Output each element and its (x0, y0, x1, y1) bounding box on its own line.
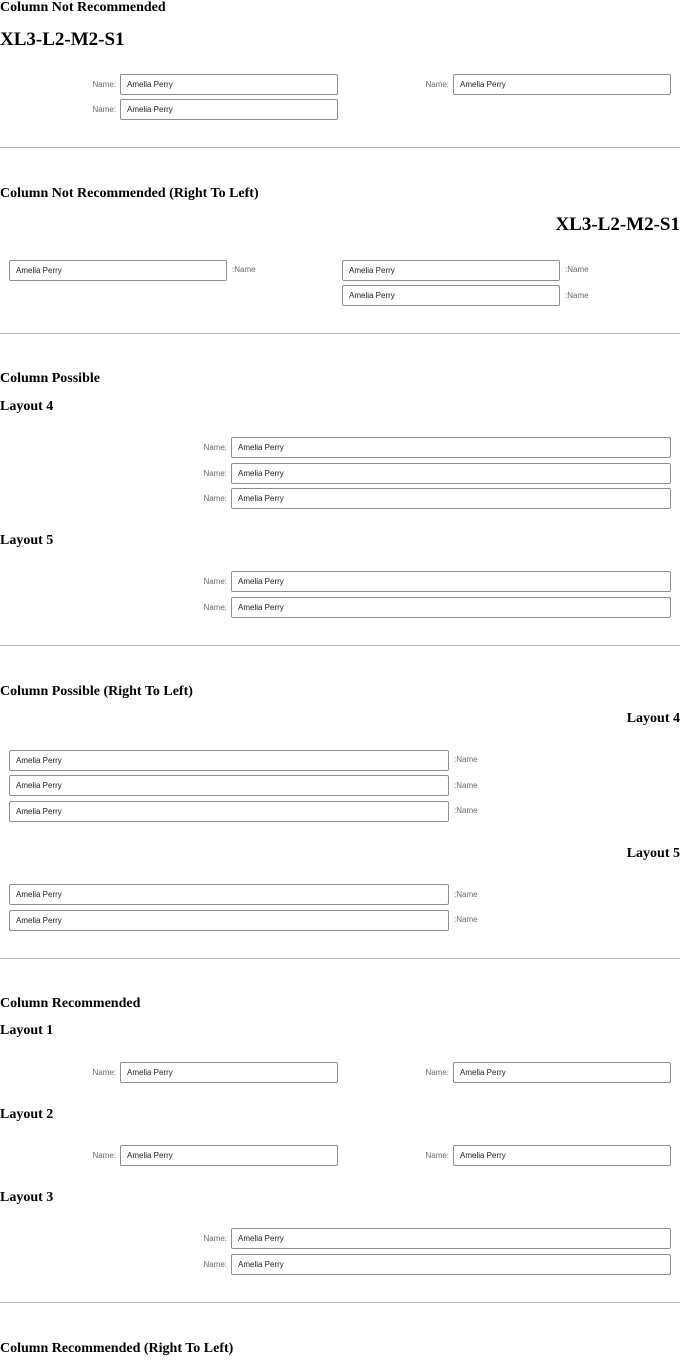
name-label: Name: (203, 494, 227, 503)
layout-2-heading: Layout 2 (0, 1107, 54, 1122)
name-input[interactable] (231, 597, 671, 618)
layout-4-heading: Layout 4 (626, 711, 680, 726)
name-label: Name: (203, 469, 227, 478)
name-input[interactable] (9, 910, 449, 931)
name-input[interactable] (231, 463, 671, 484)
name-label: Name: (92, 1068, 116, 1077)
name-label: Name: (203, 1234, 227, 1243)
section-title-column-not-recommended-rtl: Column Not Recommended (Right To Left) (0, 186, 259, 201)
name-label: Name: (92, 105, 116, 114)
name-label: Name: (203, 577, 227, 586)
name-label: Name: (203, 1260, 227, 1269)
name-label: :Name (565, 265, 589, 274)
section-divider (0, 1302, 680, 1303)
name-label: :Name (454, 915, 478, 924)
name-input[interactable] (231, 437, 671, 458)
layout-4-heading: Layout 4 (0, 399, 54, 414)
name-input[interactable] (120, 74, 338, 95)
section-title-column-possible: Column Possible (0, 371, 100, 386)
name-input[interactable] (9, 260, 227, 281)
name-input[interactable] (231, 488, 671, 509)
name-input[interactable] (9, 775, 449, 796)
name-input[interactable] (231, 1228, 671, 1249)
layout-5-heading: Layout 5 (626, 846, 680, 861)
section-title-column-not-recommended: Column Not Recommended (0, 0, 166, 15)
section-title-column-possible-rtl: Column Possible (Right To Left) (0, 684, 193, 699)
name-input[interactable] (453, 74, 671, 95)
section-title-column-recommended: Column Recommended (0, 996, 141, 1011)
name-label: Name: (425, 1151, 449, 1160)
layout-id-heading: XL3-L2-M2-S1 (0, 29, 125, 50)
name-label: :Name (232, 265, 256, 274)
name-label: :Name (454, 781, 478, 790)
name-input[interactable] (231, 571, 671, 592)
name-input[interactable] (342, 260, 560, 281)
name-label: Name: (203, 443, 227, 452)
name-input[interactable] (9, 884, 449, 905)
name-input[interactable] (453, 1145, 671, 1166)
name-input[interactable] (120, 99, 338, 120)
name-label: Name: (203, 603, 227, 612)
name-label: :Name (454, 806, 478, 815)
name-input[interactable] (9, 801, 449, 822)
name-input[interactable] (9, 750, 449, 771)
name-input[interactable] (453, 1062, 671, 1083)
section-divider (0, 333, 680, 334)
section-title-column-recommended-rtl: Column Recommended (Right To Left) (0, 1341, 234, 1356)
name-input[interactable] (231, 1254, 671, 1275)
name-input[interactable] (342, 285, 560, 306)
section-divider (0, 147, 680, 148)
name-input[interactable] (120, 1062, 338, 1083)
section-divider (0, 645, 680, 646)
layout-3-heading: Layout 3 (0, 1190, 54, 1205)
layout-5-heading: Layout 5 (0, 533, 54, 548)
name-label: Name: (92, 1151, 116, 1160)
name-input[interactable] (120, 1145, 338, 1166)
name-label: Name: (92, 80, 116, 89)
name-label: :Name (565, 291, 589, 300)
name-label: :Name (454, 890, 478, 899)
layout-id-heading: XL3-L2-M2-S1 (555, 214, 680, 235)
name-label: Name: (425, 1068, 449, 1077)
layout-1-heading: Layout 1 (0, 1023, 54, 1038)
name-label: Name: (425, 80, 449, 89)
name-label: :Name (454, 755, 478, 764)
section-divider (0, 958, 680, 959)
